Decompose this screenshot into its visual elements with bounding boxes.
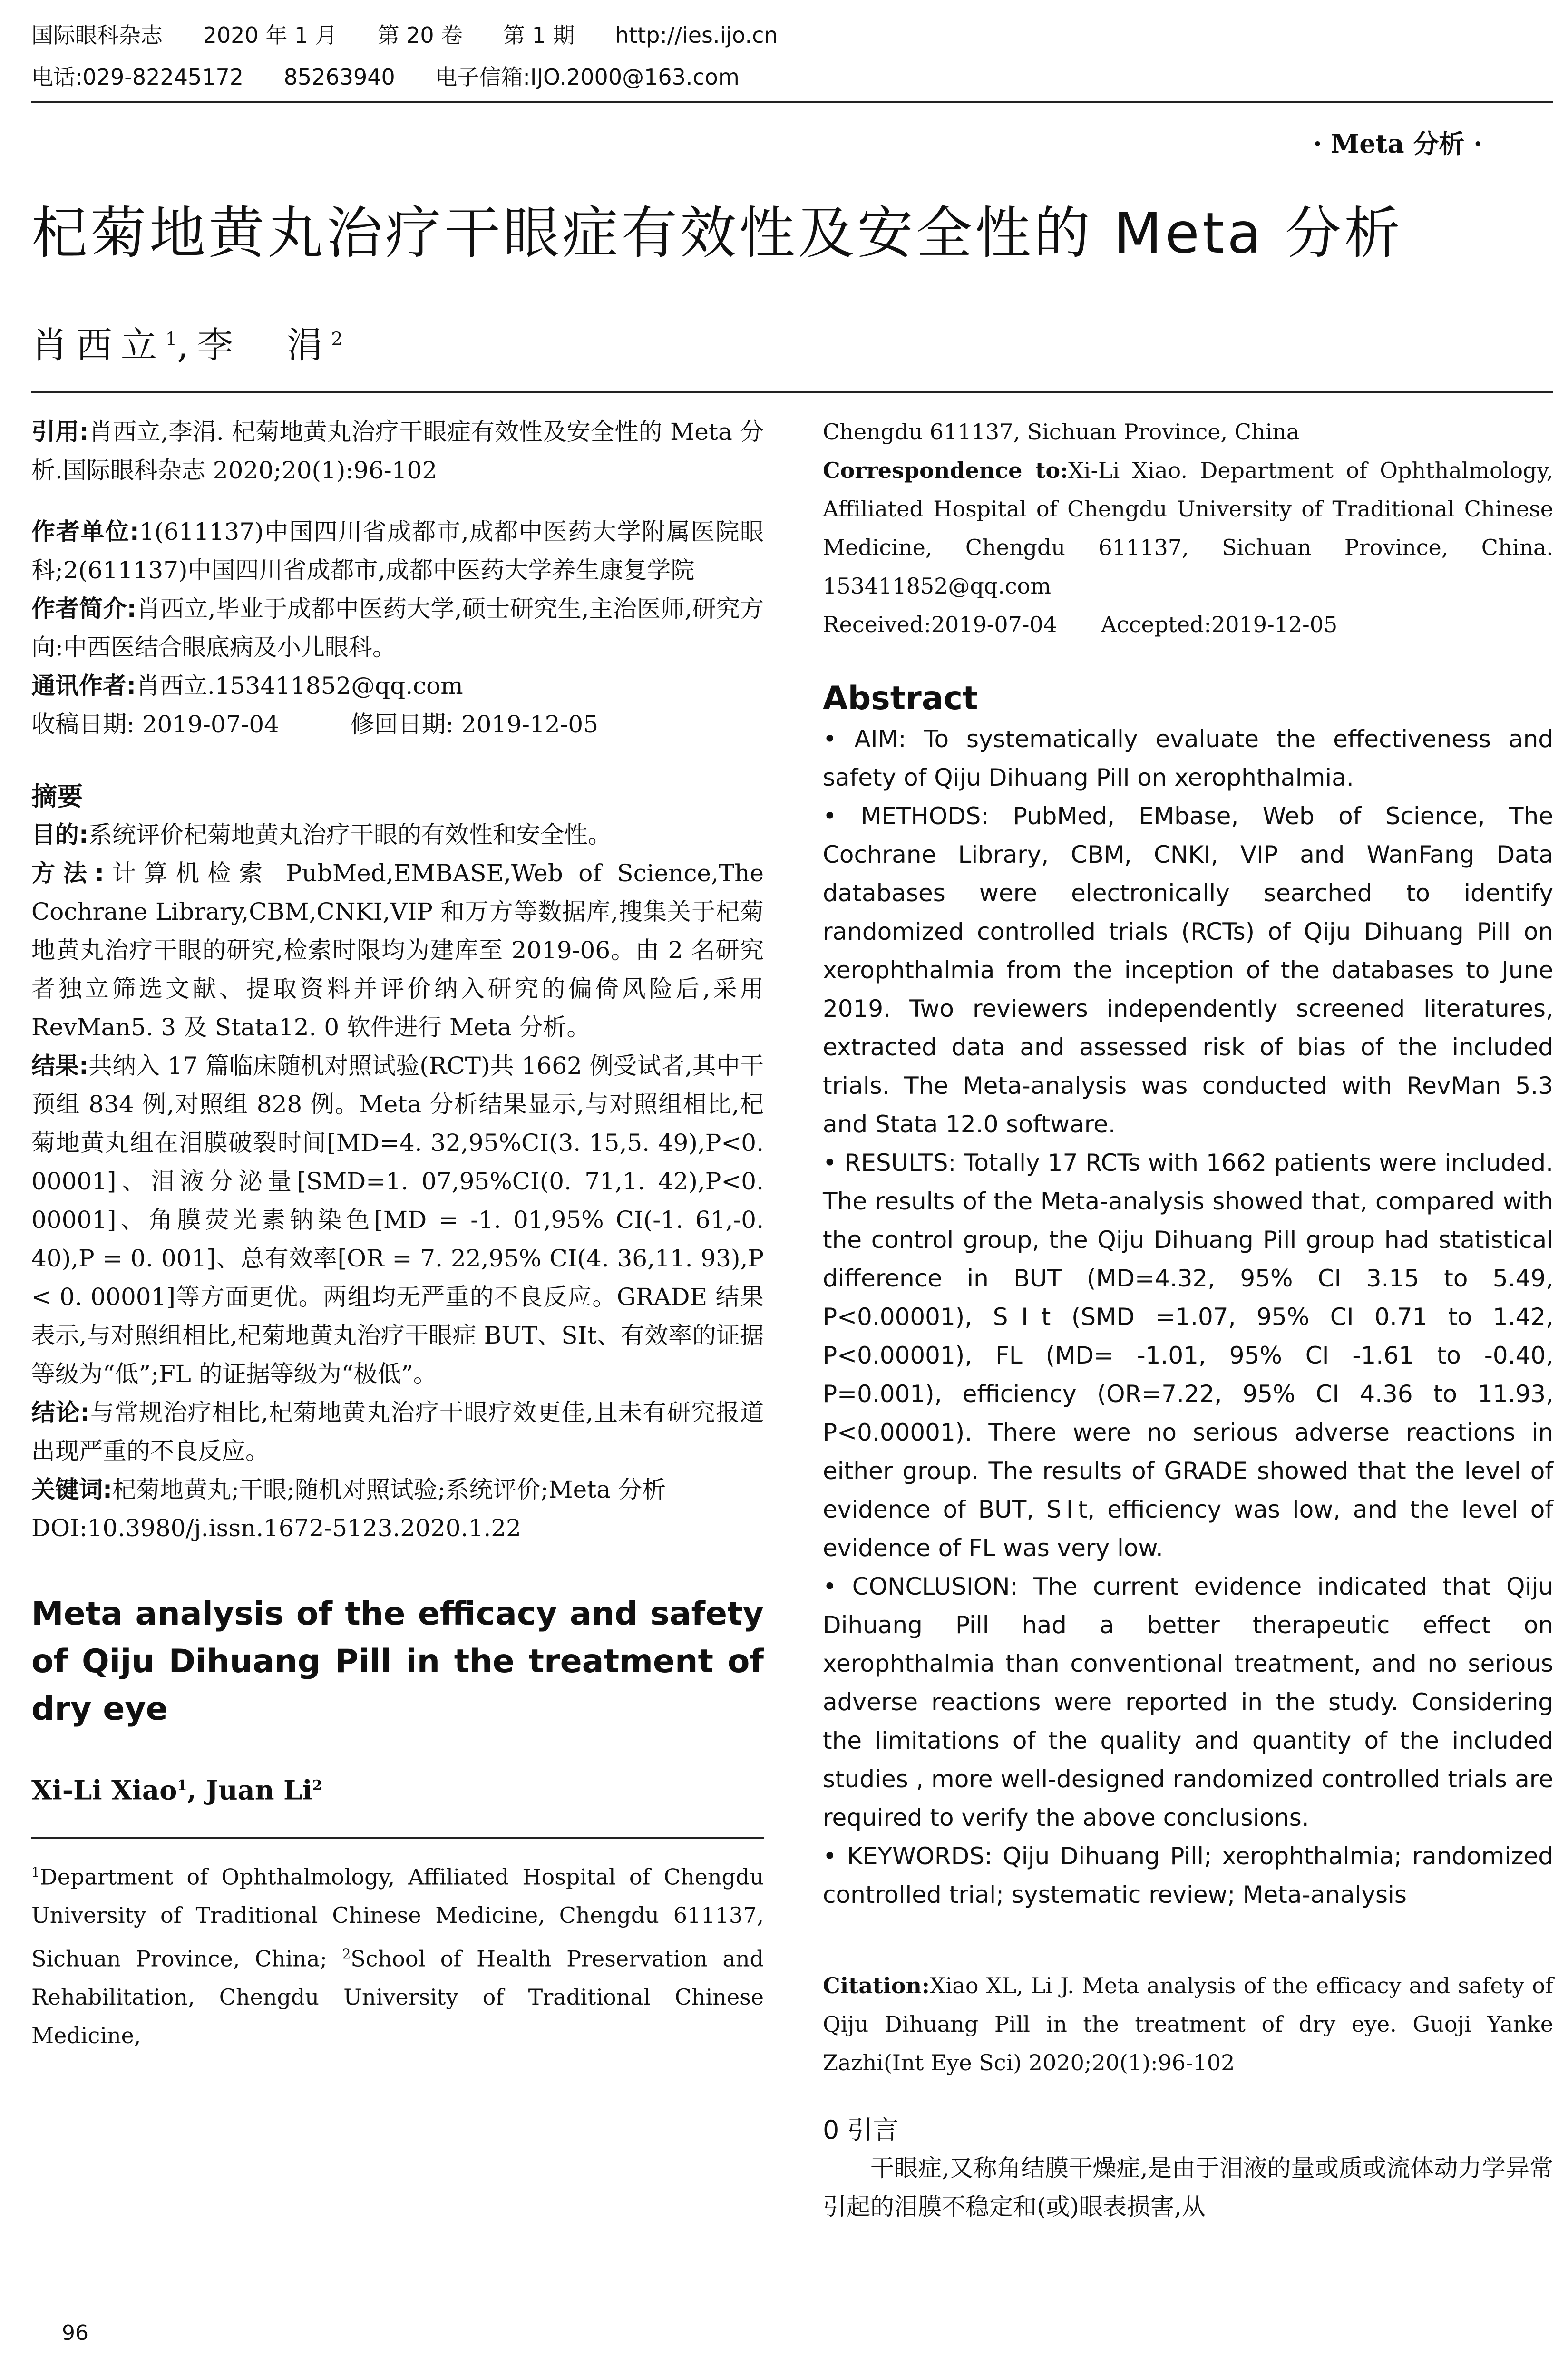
author-bio: 作者简介:肖西立,毕业于成都中医药大学,硕士研究生,主治医师,研究方向:中西医结合眼底病及小儿眼科。	[31, 595, 764, 661]
keywords-zh: 关键词:杞菊地黄丸;干眼;随机对照试验;系统评价;Meta 分析	[31, 1476, 666, 1503]
volume: 第 20 卷	[377, 22, 463, 48]
intro-paragraph: 干眼症,又称角结膜干燥症,是由于泪液的量或质或流体动力学异常引起的泪膜不稳定和(或)眼表损害,从	[823, 2154, 1553, 2221]
author-sep: ,	[177, 324, 197, 366]
section-tag: · Meta 分析 ·	[1313, 128, 1482, 159]
author-2-affil: 2	[331, 328, 343, 350]
dates-zh: 收稿日期: 2019-07-04 修回日期: 2019-12-05	[31, 711, 599, 738]
journal-name: 国际眼科杂志	[31, 22, 163, 48]
phone: 电话:029-82245172	[31, 64, 244, 90]
dates-en: Received:2019-07-04 Accepted:2019-12-05	[823, 612, 1338, 637]
author-1: 肖西立	[31, 324, 166, 366]
header-rule	[31, 101, 1553, 103]
affiliation-zh: 作者单位:1(611137)中国四川省成都市,成都中医药大学附属医院眼科;2(611137)中国四川省成都市,成都中医药大学养生康复学院	[31, 518, 764, 584]
affiliation-rule	[31, 1837, 764, 1839]
methods-en: • METHODS: PubMed, EMbase, Web of Science, The Cochrane Library, CBM, CNKI, VIP and WanFang Data databases were electronically searched to identify randomized controlled trials (RCTs) of Qiju Dihuang Pill on xerophthalmia from the inception of the databases to June 2019. Two reviewers independently screened literatures, extracted data and assessed risk of bias of the included trials. The Meta-analysis was conducted with RevMan 5.3 and Stata 12.0 software.	[823, 802, 1553, 1138]
affiliation-en: $^1$Department of Ophthalmology, Affiliated Hospital of Chengdu University of Traditional Chinese Medicine, Chengdu 611137, Sichuan Province, China; $^2$School of Health Preservation and Rehabilitation, Chengdu University of Traditional Chinese Medicine,	[31, 1863, 764, 2049]
journal-header-line2	[31, 61, 773, 93]
left-column	[31, 413, 764, 2055]
issue: 第 1 期	[503, 22, 575, 48]
page-number: 96	[62, 2321, 88, 2345]
journal-url[interactable]: http://ies.ijo.cn	[615, 22, 778, 48]
doi[interactable]: DOI:10.3980/j.issn.1672-5123.2020.1.22	[31, 1514, 521, 1542]
results-en: • RESULTS: Totally 17 RCTs with 1662 patients were included. The results of the Meta-analysis showed that, compared with the control group, the Qiju Dihuang Pill group had statistical difference in BUT (MD=4.32, 95% CI 3.15 to 5.49, P<0.00001), SⅠt (SMD =1.07, 95% CI 0.71 to 1.42, P<0.00001), FL (MD= -1.01, 95% CI -1.61 to -0.40, P=0.001), efficiency (OR=7.22, 95% CI 4.36 to 11.93, P<0.00001). There were no serious adverse reactions in either group. The results of GRADE showed that the level of evidence of BUT, SⅠt, efficiency was low, and the level of evidence of FL was very low.	[823, 1149, 1553, 1562]
intro-heading: 0 引言	[823, 2115, 899, 2145]
journal-header-line1	[31, 19, 811, 51]
results-zh: 结果:共纳入 17 篇临床随机对照试验(RCT)共 1662 例受试者,其中干预组 834 例,对照组 828 例。Meta 分析结果显示,与对照组相比,杞菊地黄丸组在泪膜破裂时间[MD=4. 32,95%CI(3. 15,5. 49),P<0. 00001]、泪液分泌量[SMD=1. 07,95%CI(0. 71,1. 42),P<0. 00001]、角膜荧光素钠染色[MD = -1. 01,95% CI(-1. 61,-0. 40),P = 0. 001]、总有效率[OR = 7. 22,95% CI(4. 36,11. 93),P < 0. 00001]等方面更优。两组均无严重的不良反应。GRADE 结果表示,与对照组相比,杞菊地黄丸治疗干眼症 BUT、SⅠt、有效率的证据等级为“低”;FL 的证据等级为“极低”。	[31, 1052, 764, 1388]
citation-en: Citation:Xiao XL, Li J. Meta analysis of the efficacy and safety of Qiju Dihuang Pill in the treatment of dry eye. Guoji Yanke Zazhi(Int Eye Sci) 2020;20(1):96-102	[823, 1973, 1553, 2075]
citation-zh: 引用:肖西立,李涓. 杞菊地黄丸治疗干眼症有效性及安全性的 Meta 分析.国际眼科杂志 2020;20(1):96-102	[31, 418, 764, 484]
methods-zh: 方法:计算机检索 PubMed,EMBASE,Web of Science,The Cochrane Library,CBM,CNKI,VIP 和万方等数据库,搜集关于杞菊地黄丸治疗干眼的研究,检索时限均为建库至 2019-06。由 2 名研究者独立筛选文献、提取资料并评价纳入研究的偏倚风险后,采用 RevMan5. 3 及 Stata12. 0 软件进行 Meta 分析。	[31, 859, 764, 1041]
conclusion-zh: 结论:与常规治疗相比,杞菊地黄丸治疗干眼疗效更佳,且未有研究报道出现严重的不良反应。	[31, 1399, 764, 1465]
abstract-zh-heading: 摘要	[31, 781, 83, 811]
article-title: 杞菊地黄丸治疗干眼症有效性及安全性的 Meta 分析	[31, 200, 1403, 266]
issue-date: 2020 年 1 月	[203, 22, 337, 48]
aim-en: • AIM: To systematically evaluate the effectiveness and safety of Qiju Dihuang Pill on xerophthalmia.	[823, 725, 1553, 791]
authors-en: Xi-Li Xiao$^1$, Juan Li$^2$	[31, 1774, 322, 1806]
english-title: Meta analysis of the efficacy and safety of Qiju Dihuang Pill in the treatment of dry eye	[31, 1595, 764, 1728]
aim-zh: 目的:系统评价杞菊地黄丸治疗干眼的有效性和安全性。	[31, 821, 612, 848]
corresponding-author: 通讯作者:肖西立.153411852@qq.com	[31, 672, 463, 700]
affiliation-en-cont: Chengdu 611137, Sichuan Province, China	[823, 419, 1300, 445]
right-column	[823, 413, 1553, 2226]
title-rule	[31, 391, 1553, 393]
keywords-en: • KEYWORDS: Qiju Dihuang Pill; xerophthalmia; randomized controlled trial; systematic review; Meta-analysis	[823, 1842, 1553, 1909]
email[interactable]: 电子信箱:IJO.2000@163.com	[435, 64, 740, 90]
author-1-affil: 1	[166, 328, 177, 350]
authors-zh	[31, 316, 343, 368]
author-2: 李 涓	[197, 324, 331, 366]
abstract-en-heading: Abstract	[823, 680, 978, 717]
conclusion-en: • CONCLUSION: The current evidence indicated that Qiju Dihuang Pill had a better therapeutic effect on xerophthalmia than conventional treatment, and no serious adverse reactions were reported in the study. Considering the limitations of the quality and quantity of the included studies , more well-designed randomized controlled trials are required to verify the above conclusions.	[823, 1573, 1553, 1831]
correspondence-en: Correspondence to:Xi-Li Xiao. Department of Ophthalmology, Affiliated Hospital of Chengdu University of Traditional Chinese Medicine, Chengdu 611137, Sichuan Province, China. 153411852@qq.com	[823, 458, 1553, 599]
phone-2: 85263940	[283, 64, 395, 90]
